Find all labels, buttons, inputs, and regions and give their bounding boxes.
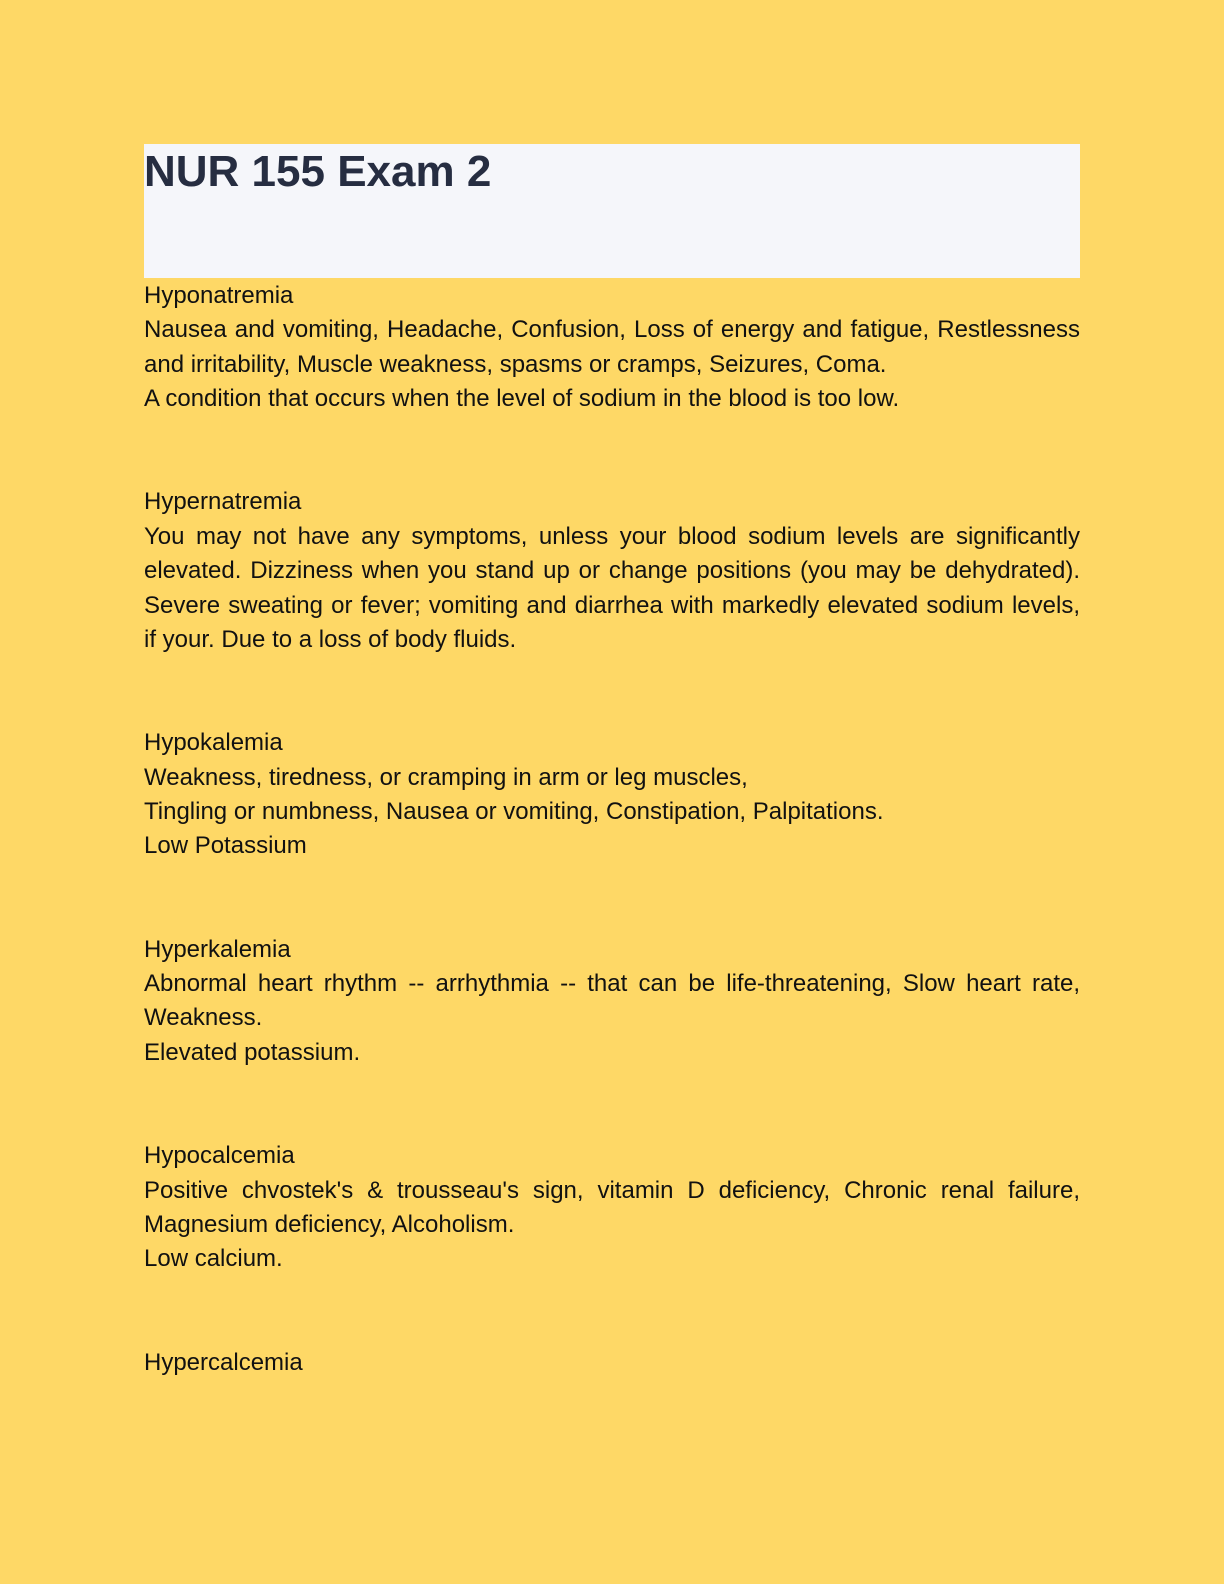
definition-line: Low Potassium	[144, 832, 307, 860]
title-banner	[144, 144, 1080, 278]
term-label: Hypercalcemia	[144, 1348, 303, 1376]
flashcard-entry	[144, 726, 1080, 864]
term-label: Hyperkalemia	[144, 935, 291, 963]
definition-line: Tingling or numbness, Nausea or vomiting, Constipation, Palpitations.	[144, 798, 884, 826]
flashcard-entry	[144, 1346, 1080, 1380]
definition-line: Abnormal heart rhythm -- arrhythmia -- that can be life-threatening, Slow heart rate, Weakness.	[144, 970, 1080, 1032]
definition-line: A condition that occurs when the level of sodium in the blood is too low.	[144, 385, 900, 413]
definition-line: Weakness, tiredness, or cramping in arm or leg muscles,	[144, 763, 748, 791]
definition-line: You may not have any symptoms, unless your blood sodium levels are significantly elevated. Dizziness when you stand up or change positions (you may be dehydrated). Severe sweating or fever; vomiting and diarrhea with markedly elevated sodium levels, if your. Due to a loss of body fluids.	[144, 522, 1080, 654]
definition-line: Low calcium.	[144, 1245, 283, 1273]
flashcard-entry	[144, 1139, 1080, 1277]
term-label: Hypokalemia	[144, 729, 283, 757]
definition-line: Nausea and vomiting, Headache, Confusion, Loss of energy and fatigue, Restlessness and irritability, Muscle weakness, spasms or cramps, Seizures, Coma.	[144, 316, 1080, 378]
definition-line: Positive chvostek's & trousseau's sign, vitamin D deficiency, Chronic renal failure, Magnesium deficiency, Alcoholism.	[144, 1176, 1080, 1238]
document-title: NUR 155 Exam 2	[144, 147, 492, 196]
flashcard-list	[144, 279, 1080, 1380]
document-page	[144, 144, 1080, 1449]
term-label: Hypocalcemia	[144, 1142, 295, 1170]
flashcard-entry	[144, 485, 1080, 657]
term-label: Hyponatremia	[144, 282, 294, 309]
definition-line: Elevated potassium.	[144, 1038, 361, 1066]
flashcard-entry	[144, 279, 1080, 417]
term-label: Hypernatremia	[144, 488, 302, 516]
flashcard-entry	[144, 933, 1080, 1071]
